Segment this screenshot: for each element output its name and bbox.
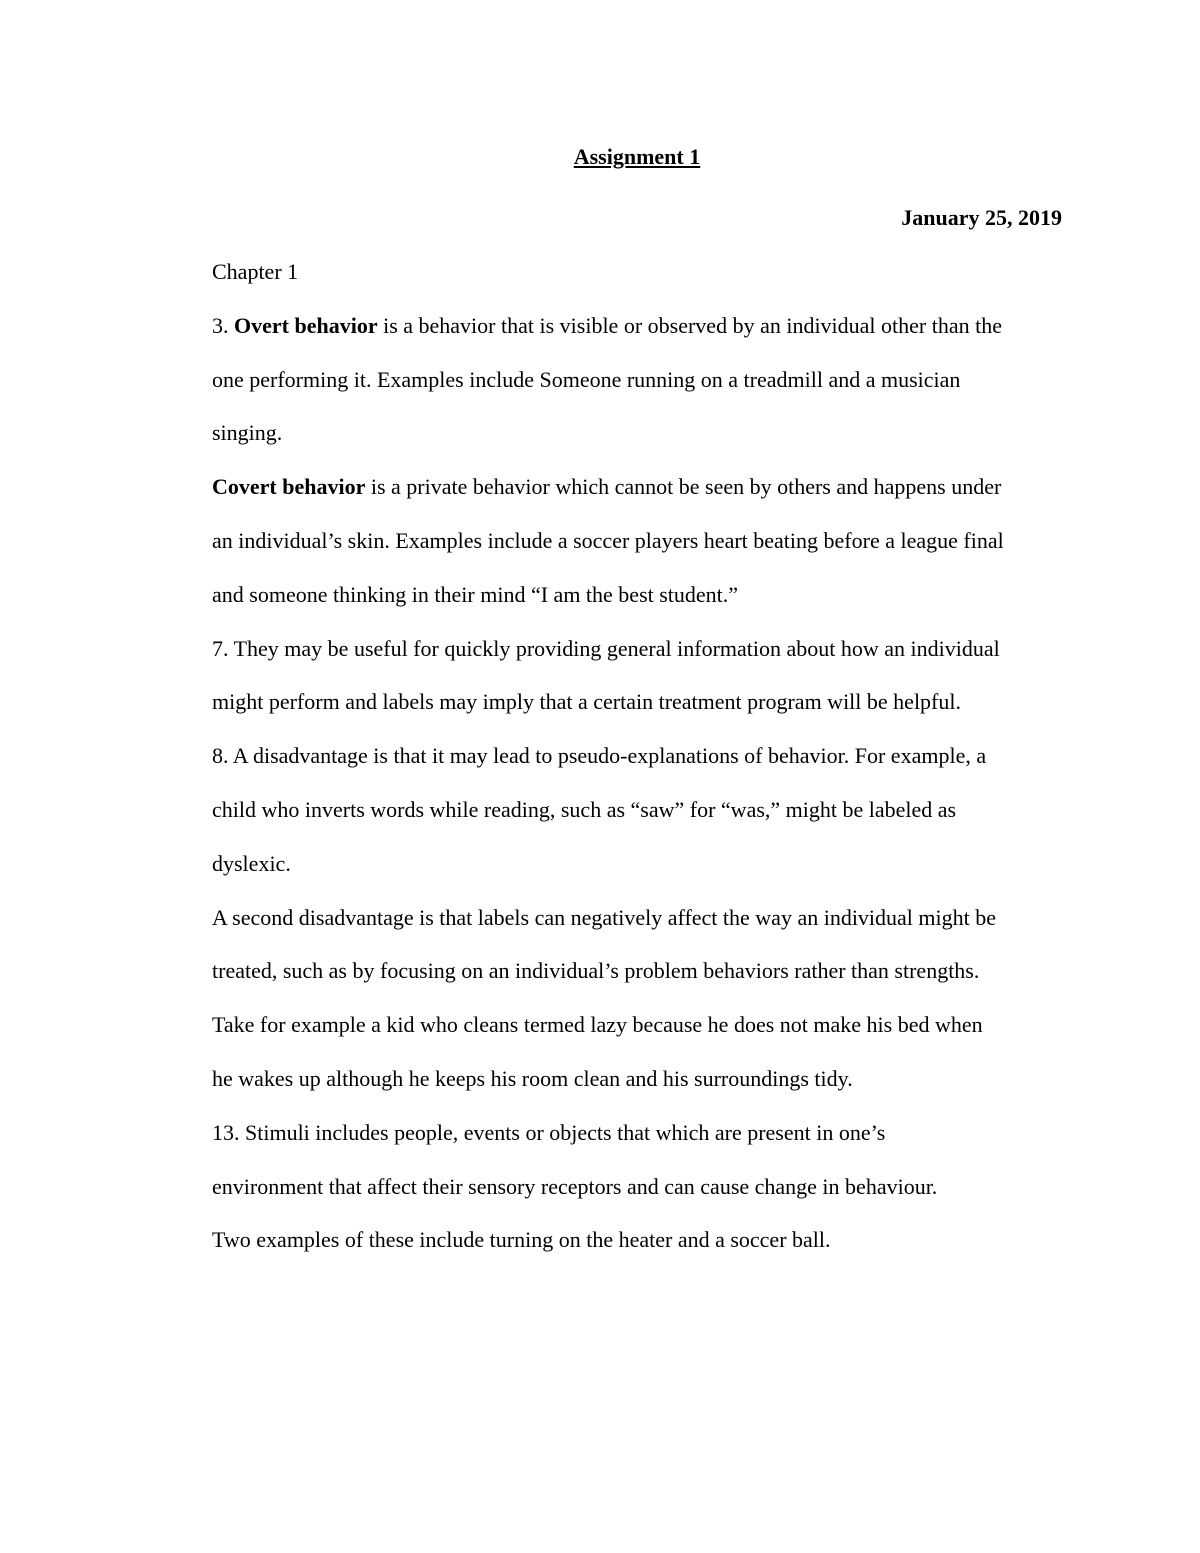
answer-13-line-1: 13. Stimuli includes people, events or objects that which are present in one’s <box>212 1119 886 1145</box>
answer-8-line-1: 8. A disadvantage is that it may lead to pseudo-explanations of behavior. For example, a <box>212 743 987 769</box>
answer-7-line-1: 7. They may be useful for quickly providing general information about how an individual <box>212 635 1000 661</box>
answer-3-line-1-text: is a behavior that is visible or observed by an individual other than the <box>377 312 1003 338</box>
answer-7 <box>212 622 1062 730</box>
answer-8b-line-4: he wakes up although he keeps his room clean and his surroundings tidy. <box>212 1065 853 1091</box>
answer-3-covert <box>212 460 1062 621</box>
covert-line-1-text: is a private behavior which cannot be seen by others and happens under <box>365 474 1002 500</box>
answer-8-line-3: dyslexic. <box>212 850 291 876</box>
answer-13-line-3: Two examples of these include turning on the heater and a soccer ball. <box>212 1227 831 1253</box>
covert-behavior-term: Covert behavior <box>212 474 366 500</box>
covert-line-3: and someone thinking in their mind “I am the best student.” <box>212 581 739 607</box>
answer-3-overt <box>212 299 1062 460</box>
answer-8-first <box>212 729 1062 890</box>
answer-3-number: 3. <box>212 312 229 338</box>
overt-behavior-term: Overt behavior <box>234 312 378 338</box>
covert-line-2: an individual’s skin. Examples include a soccer players heart beating before a league final <box>212 527 1004 553</box>
answer-8b-line-3: Take for example a kid who cleans termed lazy because he does not make his bed when <box>212 1012 983 1038</box>
answer-3-line-3: singing. <box>212 420 283 446</box>
document-title: Assignment 1 <box>573 144 701 169</box>
answer-3-line-1 <box>212 299 1062 353</box>
chapter-heading-block <box>212 245 1062 299</box>
answer-3-line-2: one performing it. Examples include Someone running on a treadmill and a musician <box>212 366 961 392</box>
document-body <box>212 137 1062 1267</box>
answer-13-line-2: environment that affect their sensory receptors and can cause change in behaviour. <box>212 1173 938 1199</box>
answer-8b-line-1: A second disadvantage is that labels can negatively affect the way an individual might be <box>212 904 997 930</box>
answer-8b-line-2: treated, such as by focusing on an individual’s problem behaviors rather than strengths. <box>212 958 980 984</box>
answer-13 <box>212 1106 1062 1267</box>
answer-8-second <box>212 891 1062 1106</box>
answer-7-line-2: might perform and labels may imply that a certain treatment program will be helpful. <box>212 689 961 715</box>
covert-line-1 <box>212 460 1062 514</box>
chapter-heading: Chapter 1 <box>212 259 299 284</box>
document-date: January 25, 2019 <box>901 205 1062 230</box>
answer-8-line-2: child who inverts words while reading, such as “saw” for “was,” might be labeled as <box>212 796 957 822</box>
